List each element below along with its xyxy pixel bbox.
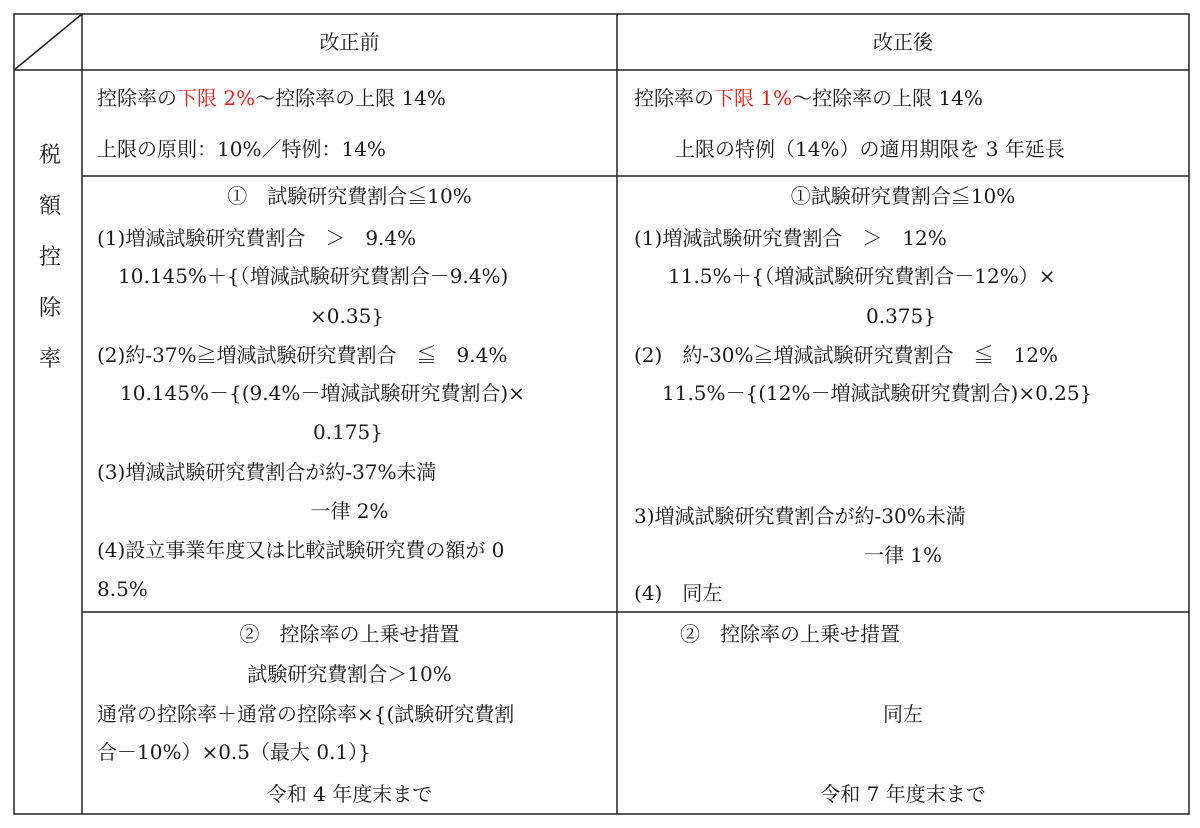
- s2-before-l2: 10.145%＋{（増減試験研究費割合－9.4%): [118, 264, 509, 288]
- s2-after-l5: 11.5%－{(12%－増減試験研究費割合)×0.25}: [662, 381, 1093, 405]
- s3-after-l1: 同左: [883, 702, 923, 726]
- s1-after-line2: 上限の特例（14%）の適用期限を 3 年延長: [675, 137, 1065, 161]
- s2-after-l6: 3)増減試験研究費割合が約-30%未満: [634, 504, 966, 528]
- s2-before-l4: (2)約-37%≧増減試験研究費割合 ≦ 9.4%: [97, 343, 508, 367]
- s3-before-title: ② 控除率の上乗せ措置: [239, 622, 460, 646]
- header-after: 改正後: [873, 30, 933, 54]
- s2-before-l6: 0.175}: [313, 420, 383, 444]
- s2-before-l5: 10.145%－{(9.4%－増減試験研究費割合)×: [120, 381, 525, 405]
- lower-limit-after: 下限 1%: [714, 86, 793, 110]
- s3-after-l2: 令和 7 年度末まで: [820, 782, 986, 806]
- s1-after-line1: 控除率の下限 1%〜控除率の上限 14%: [634, 86, 983, 110]
- s1-before-line1: 控除率の下限 2%〜控除率の上限 14%: [97, 86, 446, 110]
- s2-before-l10: 8.5%: [97, 577, 148, 601]
- s3-before-l4: 令和 4 年度末まで: [266, 782, 433, 806]
- s2-after-l4: (2) 約-30%≧増減試験研究費割合 ≦ 12%: [634, 343, 1058, 367]
- s3-before-l1: 試験研究費割合＞10%: [247, 662, 452, 686]
- lower-limit-before: 下限 2%: [177, 86, 256, 110]
- s2-after-l8: (4) 同左: [634, 581, 723, 605]
- s2-before-title: ① 試験研究費割合≦10%: [227, 184, 472, 208]
- s2-after-l7: 一律 1%: [863, 543, 943, 567]
- s3-after-title: ② 控除率の上乗せ措置: [680, 622, 900, 646]
- s3-before-l3: 合－10%）×0.5（最大 0.1）}: [97, 740, 371, 764]
- s2-after-l3: 0.375}: [866, 304, 936, 328]
- header-before: 改正前: [319, 30, 380, 54]
- s1-before-line2: 上限の原則：10%／特例：14%: [97, 137, 386, 161]
- row-label: 税 額 控 除 率: [38, 143, 61, 372]
- s3-before-l2: 通常の控除率＋通常の控除率×{(試験研究費割: [97, 702, 515, 726]
- s2-before-l3: ×0.35}: [310, 304, 385, 328]
- s2-after-l2: 11.5%＋{（増減試験研究費割合－12%）×: [668, 264, 1056, 288]
- s2-before-l7: (3)増減試験研究費割合が約-37%未満: [97, 460, 437, 484]
- corner-diagonal: [14, 14, 82, 70]
- s2-after-title: ①試験研究費割合≦10%: [790, 184, 1016, 208]
- s2-after-l1: (1)増減試験研究費割合 ＞ 12%: [634, 226, 947, 250]
- s2-before-l9: (4)設立事業年度又は比較試験研究費の額が 0: [97, 538, 505, 562]
- s2-before-l1: (1)増減試験研究費割合 ＞ 9.4%: [97, 226, 417, 250]
- s2-before-l8: 一律 2%: [310, 499, 389, 523]
